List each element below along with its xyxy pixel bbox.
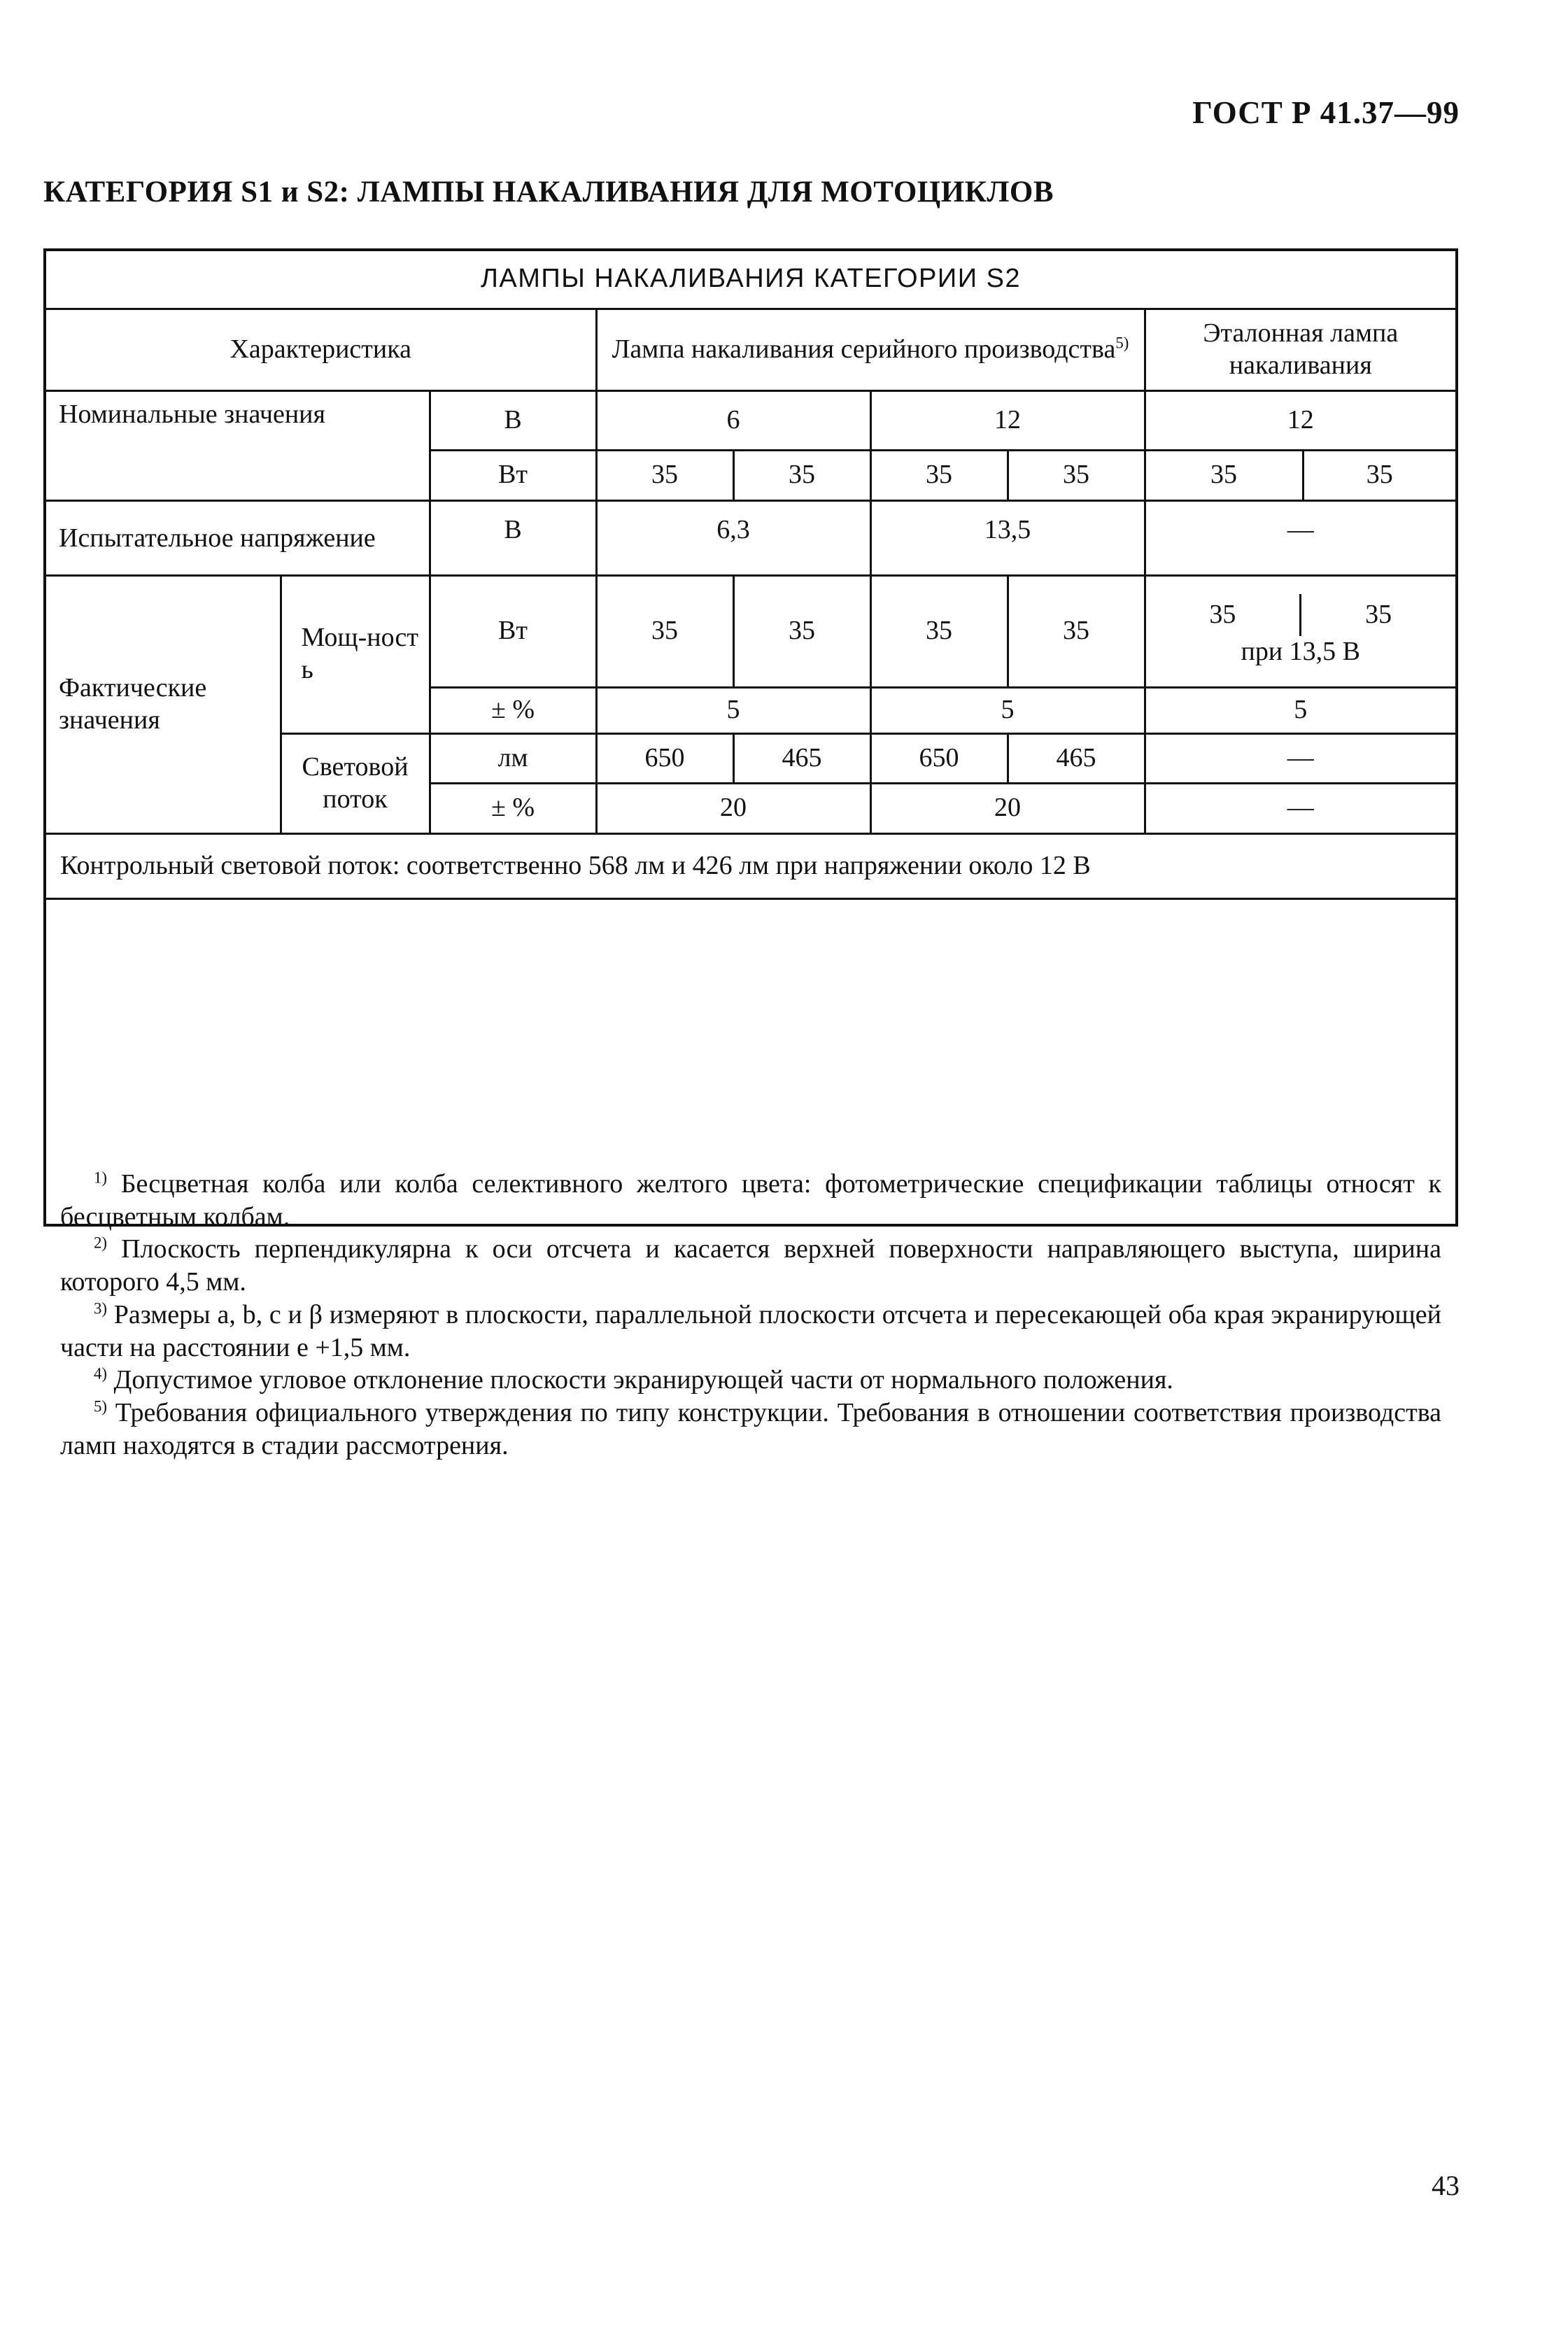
power-value: 35 xyxy=(1008,575,1145,687)
footnote-text: Требования официального утверждения по типу конструкции. Требования в отношении соответствия производства ламп находятся в стадии рассмотрения. xyxy=(60,1398,1442,1460)
footnote-mark: 5) xyxy=(94,1397,107,1415)
footnote-text: Допустимое угловое отклонение плоскости экранирующей части от нормального положения. xyxy=(113,1365,1173,1395)
nominal-watt-value: 35 xyxy=(1303,450,1455,500)
nominal-volt-ref: 12 xyxy=(1145,390,1455,450)
power-unit: Вт xyxy=(430,575,596,687)
test-voltage-unit: В xyxy=(430,500,596,575)
col-serial-label: Лампа накаливания серийного производства xyxy=(612,334,1116,364)
flux-value: 650 xyxy=(596,733,733,783)
power-reference-cell xyxy=(1145,575,1455,687)
flux-value: 465 xyxy=(733,733,870,783)
power-tol-ref: 5 xyxy=(1145,687,1455,733)
control-flux-row: Контрольный световой поток: соответственно 568 лм и 426 лм при напряжении около 12 В xyxy=(46,833,1455,898)
footnotes xyxy=(60,1168,1441,1462)
section-title: КАТЕГОРИЯ S1 и S2: ЛАМПЫ НАКАЛИВАНИЯ ДЛЯ МОТОЦИКЛОВ xyxy=(43,176,1054,209)
row-actual-label: Фактические значения xyxy=(46,575,281,833)
power-label: Мощ-ность xyxy=(281,575,430,733)
flux-tol-ref: — xyxy=(1145,783,1455,833)
nominal-watt-value: 35 xyxy=(1008,450,1145,500)
nominal-volt-6: 6 xyxy=(596,390,870,450)
row-test-voltage-label: Испытательное напряжение xyxy=(46,500,430,575)
flux-unit: лм xyxy=(430,733,596,783)
footnote xyxy=(60,1397,1441,1462)
page-number: 43 xyxy=(1432,2170,1460,2201)
footnote xyxy=(60,1364,1441,1397)
power-tol-6v: 5 xyxy=(596,687,870,733)
test-voltage-12v: 13,5 xyxy=(870,500,1145,575)
footnote-mark: 4) xyxy=(94,1364,107,1383)
power-ref-value: 35 xyxy=(1146,594,1302,636)
footnote-text: Размеры a, b, c и β измеряют в плоскости, параллельной плоскости отсчета и пересекающей оба края экранирующей части на расстоянии e +1,5 мм. xyxy=(60,1299,1441,1362)
flux-tol-6v: 20 xyxy=(596,783,870,833)
footnote-mark: 2) xyxy=(94,1234,107,1252)
footnote xyxy=(60,1299,1441,1364)
flux-value: 650 xyxy=(870,733,1008,783)
col-serial-lamp xyxy=(596,309,1145,390)
test-voltage-6v: 6,3 xyxy=(596,500,870,575)
footnote xyxy=(60,1233,1441,1298)
table-caption: ЛАМПЫ НАКАЛИВАНИЯ КАТЕГОРИИ S2 xyxy=(46,251,1455,309)
power-ref-note: при 13,5 В xyxy=(1241,637,1361,667)
test-voltage-ref: — xyxy=(1145,500,1455,575)
nominal-watt-value: 35 xyxy=(733,450,870,500)
footnote-mark: 3) xyxy=(94,1299,107,1318)
nominal-volt-unit: В xyxy=(430,390,596,450)
standard-number: ГОСТ Р 41.37—99 xyxy=(1192,95,1460,130)
nominal-watt-unit: Вт xyxy=(430,450,596,500)
flux-tol-unit: ± % xyxy=(430,783,596,833)
power-value: 35 xyxy=(596,575,733,687)
power-value: 35 xyxy=(733,575,870,687)
nominal-watt-value: 35 xyxy=(1145,450,1303,500)
spec-table-frame xyxy=(43,248,1458,1460)
nominal-watt-value: 35 xyxy=(870,450,1008,500)
spec-table xyxy=(46,251,1455,900)
footnote xyxy=(60,1168,1441,1233)
nominal-volt-12: 12 xyxy=(870,390,1145,450)
col-serial-note: 5) xyxy=(1115,334,1129,352)
flux-tol-12v: 20 xyxy=(870,783,1145,833)
power-tol-unit: ± % xyxy=(430,687,596,733)
row-nominal-label: Номинальные значения xyxy=(46,390,430,500)
flux-label: Световой поток xyxy=(281,733,430,833)
flux-ref-value: — xyxy=(1145,733,1455,783)
col-characteristic: Характеристика xyxy=(46,309,596,390)
footnote-mark: 1) xyxy=(94,1169,107,1187)
flux-value: 465 xyxy=(1008,733,1145,783)
footnote-text: Бесцветная колба или колба селективного желтого цвета: фотометрические спецификации таблицы относят к бесцветным колбам. xyxy=(60,1169,1442,1231)
footnote-text: Плоскость перпендикулярна к оси отсчета и касается верхней поверхности направляющего выступа, ширина которого 4,5 мм. xyxy=(60,1234,1442,1297)
power-value: 35 xyxy=(870,575,1008,687)
power-ref-value: 35 xyxy=(1365,600,1392,630)
power-tol-12v: 5 xyxy=(870,687,1145,733)
col-reference-lamp: Эталонная лампа накаливания xyxy=(1145,309,1455,390)
nominal-watt-value: 35 xyxy=(596,450,733,500)
